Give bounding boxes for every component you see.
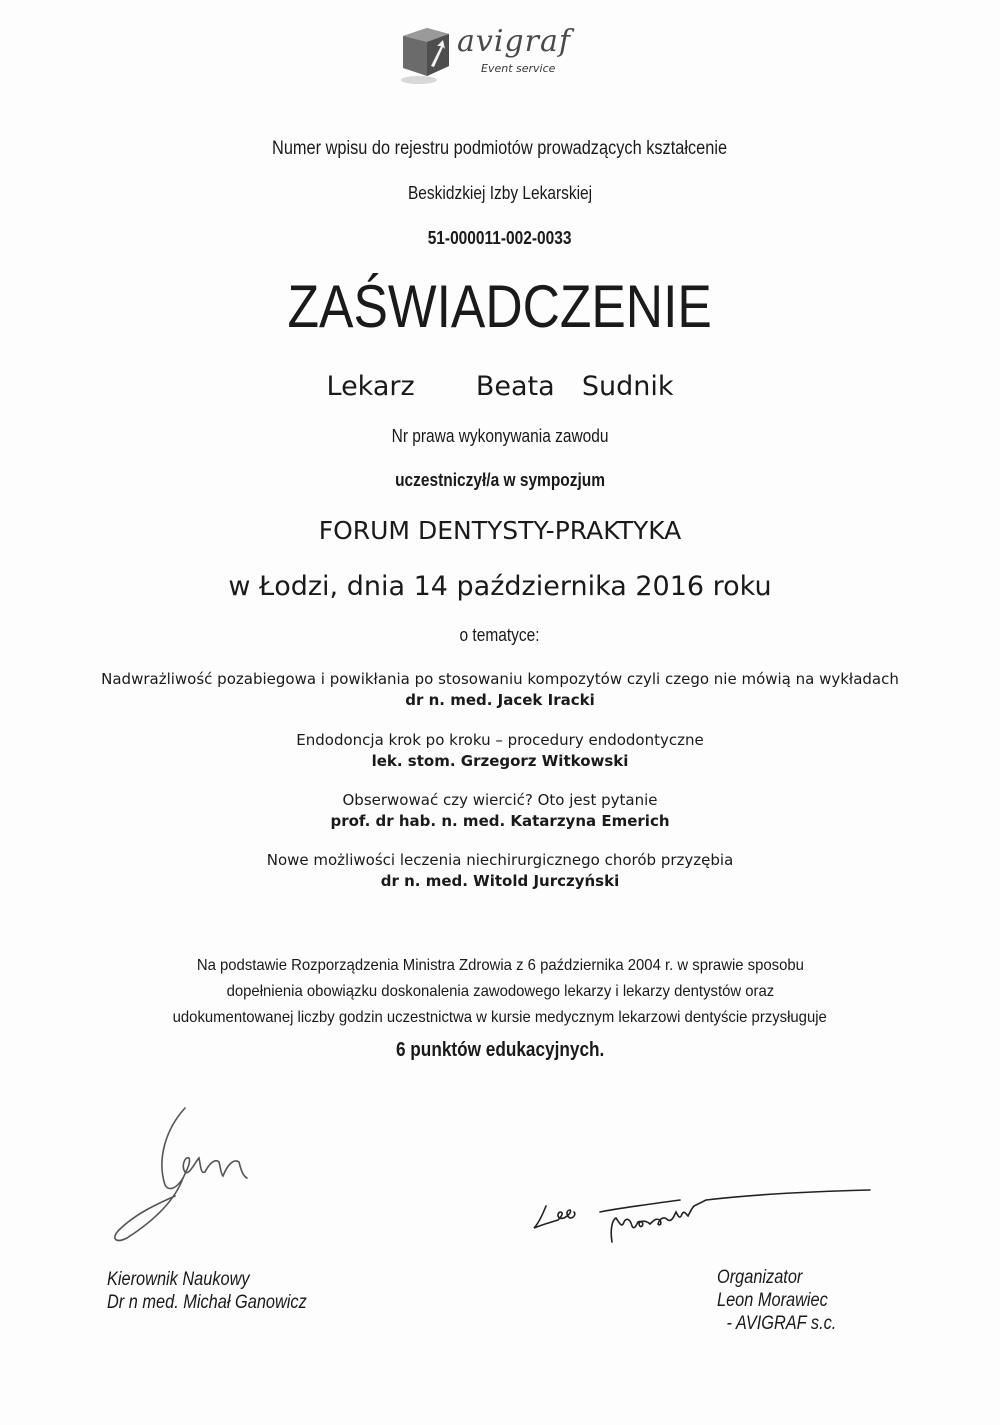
topic-title: Obserwować czy wiercić? Oto jest pytanie [342, 791, 658, 809]
signature-left-handwriting [105, 1100, 275, 1250]
participation-text: uczestniczył/a w sympozjum [395, 470, 605, 490]
avigraf-logo [397, 22, 597, 86]
profession: Lekarz [326, 371, 415, 402]
certificate-title: ZAŚWIADCZENIE [287, 273, 713, 340]
legal-line: dopełnienia obowiązku doskonalenia zawodowego lekarzy i lekarzy dentystów oraz [226, 983, 774, 1000]
signatory-name: Dr n med. Michał Ganowicz [107, 1292, 307, 1313]
topic-speaker: dr n. med. Jacek Iracki [405, 691, 595, 709]
recipient [0, 371, 1000, 402]
organizer-company: - AVIGRAF s.c. [726, 1313, 837, 1334]
license-label: Nr prawa wykonywania zawodu [391, 426, 609, 446]
topic-title: Nadwrażliwość pozabiegowa i powikłania po stosowaniu kompozytów czyli czego nie mówią na wykładach [101, 670, 899, 688]
topic-speaker: prof. dr hab. n. med. Katarzyna Emerich [330, 812, 670, 830]
topic-speaker: dr n. med. Witold Jurczyński [380, 872, 620, 890]
registry-number: 51-000011-002-0033 [428, 228, 572, 248]
education-points: 6 punktów edukacyjnych. [395, 1039, 605, 1061]
last-name: Sudnik [581, 371, 674, 402]
topic-title: Nowe możliwości leczenia niechirurgicznego chorób przyzębia [266, 851, 734, 869]
signature-block-scientific-director [107, 1268, 339, 1314]
signature-right-handwriting [530, 1168, 880, 1248]
signature-block-organizer [717, 1266, 856, 1335]
registry-line-1: Numer wpisu do rejestru podmiotów prowadzących kształcenie [272, 138, 728, 159]
legal-line: Na podstawie Rozporządzenia Ministra Zdrowia z 6 października 2004 r. w sprawie sposobu [196, 957, 804, 974]
event-name: FORUM DENTYSTY-PRAKTYKA [318, 516, 682, 545]
signatory-role: Organizator [717, 1267, 803, 1288]
registry-line-2: Beskidzkiej Izby Lekarskiej [407, 183, 593, 203]
logo-tagline: Event service [481, 62, 556, 75]
topic-title: Endodoncja krok po kroku – procedury endodontyczne [296, 731, 704, 749]
logo-wordmark: avigraf [457, 24, 571, 59]
first-name: Beata [475, 371, 555, 402]
signatory-name: Leon Morawiec [717, 1290, 828, 1311]
event-place-date: w Łodzi, dnia 14 października 2016 roku [228, 571, 772, 602]
topics-label: o tematyce: [459, 625, 541, 645]
cube-logo-icon [397, 22, 453, 86]
legal-line: udokumentowanej liczby godzin uczestnictwa w kursie medycznym lekarzowi dentyście przysługuje [172, 1009, 828, 1026]
topic-speaker: lek. stom. Grzegorz Witkowski [371, 752, 629, 770]
signatory-role: Kierownik Naukowy [107, 1269, 250, 1290]
